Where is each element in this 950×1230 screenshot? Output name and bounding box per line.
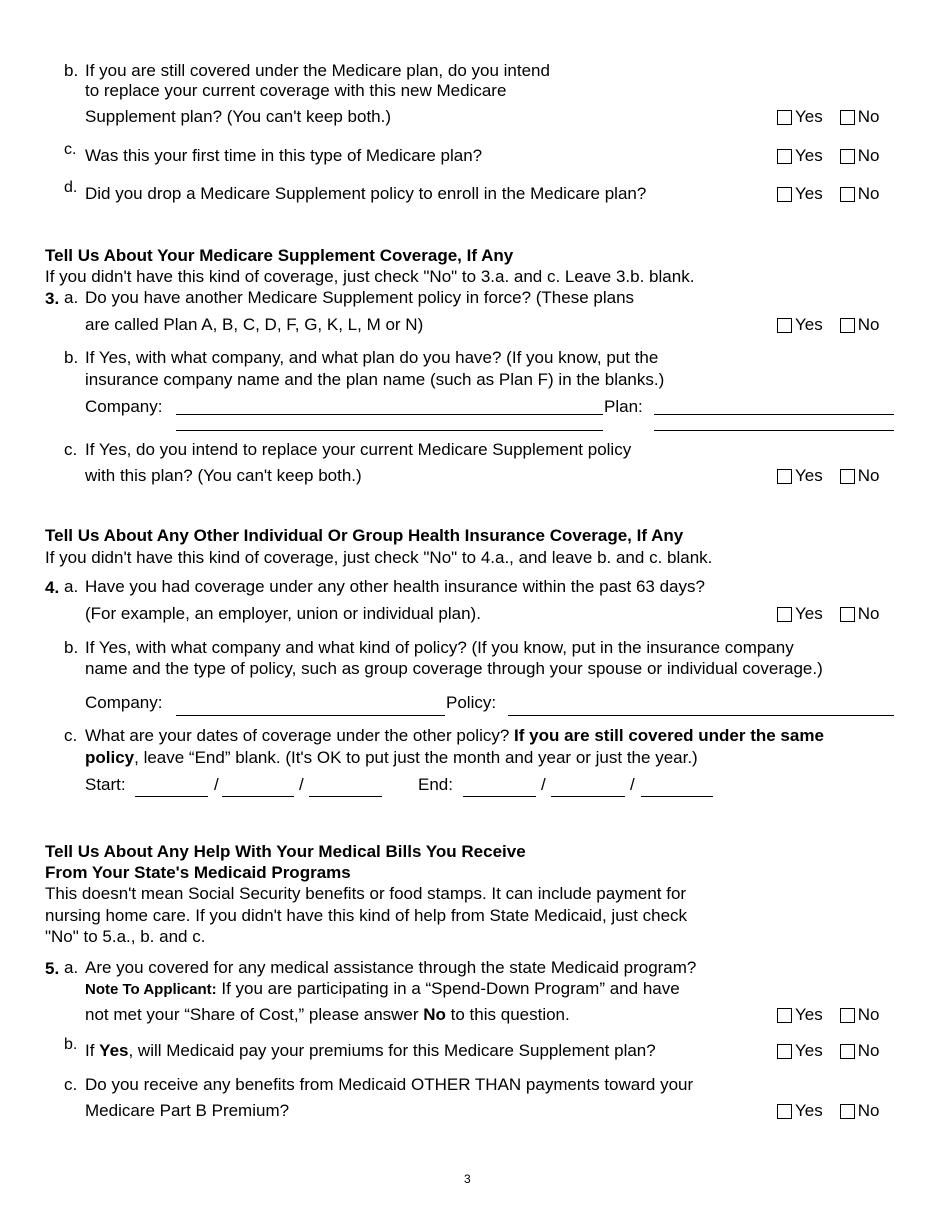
q3c-line1: If Yes, do you intend to replace your current Medicare Supplement policy: [85, 440, 632, 459]
q3c-no-checkbox[interactable]: [840, 469, 855, 484]
q5a-note: [85, 979, 680, 1000]
page-number: 3: [464, 1172, 471, 1186]
section5-intro-line1: This doesn't mean Social Security benefits or food stamps. It can include payment for: [45, 884, 687, 903]
q3a-no-checkbox[interactable]: [840, 318, 855, 333]
q2d-yes-checkbox[interactable]: [777, 187, 792, 202]
q4c-end-slash2: /: [630, 775, 635, 794]
q5a-line3-bold: No: [423, 1005, 446, 1024]
q4a-line1: Have you had coverage under any other health insurance within the past 63 days?: [85, 577, 705, 596]
q2b-no-checkbox[interactable]: [840, 110, 855, 125]
q4c-line2-normal: , leave “End” blank. (It's OK to put just the month and year or just the year.): [134, 748, 698, 767]
section3-intro: If you didn't have this kind of coverage, just check "No" to 3.a. and c. Leave 3.b. blank.: [45, 267, 695, 286]
q4b-line1: If Yes, with what company and what kind of policy? (If you know, put in the insurance company: [85, 638, 794, 657]
q3b-plan-underline: [654, 430, 894, 431]
q4c-end-label: End:: [418, 775, 453, 794]
q2b-line3: Supplement plan? (You can't keep both.): [85, 107, 391, 126]
q4c-end-day-field[interactable]: [551, 796, 625, 797]
q2b-yes-no: Yes No: [777, 107, 879, 127]
q3c-yes-no: Yes No: [777, 466, 879, 486]
q4b-line2: name and the type of policy, such as group coverage through your spouse or individual coverage.): [85, 659, 823, 678]
q3a-yes-checkbox[interactable]: [777, 318, 792, 333]
q3b-company-field[interactable]: [176, 414, 603, 415]
q5a-line3: [85, 1005, 570, 1025]
q4b-letter: b.: [64, 638, 79, 657]
q4c-line2: [85, 748, 698, 768]
q3c-yes-checkbox[interactable]: [777, 469, 792, 484]
q5b-text: [85, 1041, 656, 1061]
q3b-letter: b.: [64, 348, 79, 367]
q2d-text: Did you drop a Medicare Supplement policy to enroll in the Medicare plan?: [85, 184, 647, 203]
q2b-line1: If you are still covered under the Medicare plan, do you intend: [85, 61, 550, 80]
q4a-no-checkbox[interactable]: [840, 607, 855, 622]
q5a-yes-no: Yes No: [777, 1005, 879, 1025]
q2d-no-checkbox[interactable]: [840, 187, 855, 202]
q5c-yes-no: Yes No: [777, 1101, 879, 1121]
q4a-yes-no: Yes No: [777, 604, 879, 624]
q5b-yes-no: Yes No: [777, 1041, 879, 1061]
section3-number: 3.: [45, 289, 60, 308]
q5b-yes-checkbox[interactable]: [777, 1044, 792, 1059]
q4b-policy-label: Policy:: [446, 693, 497, 712]
q5c-line1: Do you receive any benefits from Medicaid OTHER THAN payments toward your: [85, 1075, 694, 1094]
section5-heading-line1: Tell Us About Any Help With Your Medical Bills You Receive: [45, 842, 526, 861]
q3c-line2: with this plan? (You can't keep both.): [85, 466, 362, 485]
q4c-line1: [85, 726, 824, 746]
q2c-yes-no: Yes No: [777, 146, 879, 166]
q4b-policy-field[interactable]: [508, 715, 894, 716]
q5b-no-checkbox[interactable]: [840, 1044, 855, 1059]
q5c-letter: c.: [64, 1075, 78, 1094]
q5a-note-text: If you are participating in a “Spend-Down Program” and have: [216, 979, 680, 998]
q5a-line3-start: not met your “Share of Cost,” please answer: [85, 1005, 424, 1024]
q2c-text: Was this your first time in this type of Medicare plan?: [85, 146, 483, 165]
q5a-line1: Are you covered for any medical assistance through the state Medicaid program?: [85, 958, 697, 977]
q5b-pre: If: [85, 1041, 100, 1060]
q4a-letter: a.: [64, 577, 79, 596]
q4a-line2: (For example, an employer, union or individual plan).: [85, 604, 481, 623]
section4-intro: If you didn't have this kind of coverage, just check "No" to 4.a., and leave b. and c. blank.: [45, 548, 713, 567]
q5a-line3-end: to this question.: [445, 1005, 570, 1024]
q3c-letter: c.: [64, 440, 78, 459]
q3a-letter: a.: [64, 288, 79, 307]
q4c-start-year-field[interactable]: [309, 796, 382, 797]
q4c-letter: c.: [64, 726, 78, 745]
section5-intro-line2: nursing home care. If you didn't have this kind of help from State Medicaid, just check: [45, 906, 688, 925]
q2b-line2: to replace your current coverage with this new Medicare: [85, 81, 507, 100]
q3b-plan-label: Plan:: [604, 397, 643, 416]
q5a-yes-checkbox[interactable]: [777, 1008, 792, 1023]
q5b-bold: Yes: [99, 1041, 129, 1060]
q4c-end-slash1: /: [541, 775, 546, 794]
q4c-end-month-field[interactable]: [463, 796, 536, 797]
q5c-no-checkbox[interactable]: [840, 1104, 855, 1119]
q2c-letter: c.: [64, 141, 77, 158]
q3b-company-label: Company:: [85, 397, 163, 416]
q4b-company-field[interactable]: [176, 715, 445, 716]
q3a-line1: Do you have another Medicare Supplement policy in force? (These plans: [85, 288, 635, 307]
q4c-end-year-field[interactable]: [641, 796, 713, 797]
q3a-line2: are called Plan A, B, C, D, F, G, K, L, M or N): [85, 315, 424, 334]
q5c-yes-checkbox[interactable]: [777, 1104, 792, 1119]
section4-heading: Tell Us About Any Other Individual Or Group Health Insurance Coverage, If Any: [45, 526, 684, 545]
q4c-start-label: Start:: [85, 775, 126, 794]
q3a-yes-no: Yes No: [777, 315, 879, 335]
section3-heading: Tell Us About Your Medicare Supplement Coverage, If Any: [45, 246, 514, 265]
q2b-yes-checkbox[interactable]: [777, 110, 792, 125]
section5-heading-line2: From Your State's Medicaid Programs: [45, 863, 351, 882]
q4c-start-day-field[interactable]: [222, 796, 294, 797]
q2b-letter: b.: [64, 61, 79, 80]
q5a-no-checkbox[interactable]: [840, 1008, 855, 1023]
q5b-post: , will Medicaid pay your premiums for this Medicare Supplement plan?: [128, 1041, 656, 1060]
section5-number: 5.: [45, 959, 60, 978]
q5a-note-label: Note To Applicant:: [85, 981, 217, 998]
q5a-letter: a.: [64, 958, 79, 977]
q4b-company-label: Company:: [85, 693, 163, 712]
q3b-plan-field[interactable]: [654, 414, 894, 415]
section5-intro-line3: "No" to 5.a., b. and c.: [45, 927, 206, 946]
q2d-letter: d.: [64, 179, 78, 196]
q4c-start-slash2: /: [299, 775, 304, 794]
q5b-letter: b.: [64, 1036, 78, 1053]
q4a-yes-checkbox[interactable]: [777, 607, 792, 622]
q5c-line2: Medicare Part B Premium?: [85, 1101, 290, 1120]
q4c-start-month-field[interactable]: [135, 796, 208, 797]
q4c-line2-bold: policy: [85, 748, 135, 767]
q3b-company-underline: [176, 430, 603, 431]
q2c-yes-checkbox[interactable]: [777, 149, 792, 164]
q2c-no-checkbox[interactable]: [840, 149, 855, 164]
q4c-line1-bold: If you are still covered under the same: [514, 726, 824, 745]
q3b-line2: insurance company name and the plan name (such as Plan F) in the blanks.): [85, 370, 665, 389]
q2d-yes-no: Yes No: [777, 184, 879, 204]
section4-number: 4.: [45, 578, 60, 597]
q4c-start-slash1: /: [214, 775, 219, 794]
q4c-line1-normal: What are your dates of coverage under the other policy?: [85, 726, 515, 745]
q3b-line1: If Yes, with what company, and what plan do you have? (If you know, put the: [85, 348, 659, 367]
